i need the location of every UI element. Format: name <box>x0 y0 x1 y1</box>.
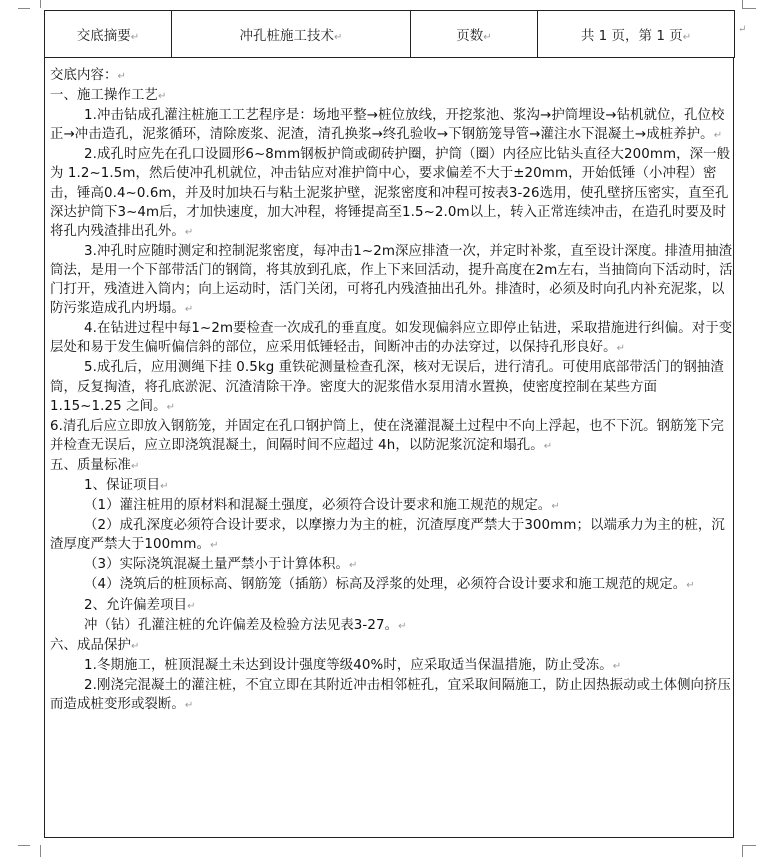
crop-mark-top-left-h <box>18 8 30 9</box>
row-end-mark: ↵ <box>738 24 747 35</box>
paragraph-1: 1.冲击钻成孔灌注桩施工工艺程序是：场地平整→桩位放线，开挖浆池、浆沟→护筒埋设→钻机就位，孔位校正→冲击造孔，泥浆循环，清除废浆、泥渣，清孔换浆→终孔验收→下钢筋笼导管→灌注水下混凝土→成桩养护。↵ <box>50 108 725 143</box>
subsection-guarantee: 1、保证项目↵ <box>84 477 169 493</box>
header-table <box>44 10 735 58</box>
paragraph-2: 2.成孔时应先在孔口设圆形6~8mm钢板护筒或砌砖护圈，护筒（圈）内径应比钻头直径大200mm，深一般为 1.2~1.5m，然后使冲孔机就位，冲击钻应对准护筒中心，要求偏差不大于±20mm，开始低锤（小冲程）密击，锤高0.4~0.6m，并及时加块石与粘土泥浆护壁，泥浆密度和冲程可按表3-26选用，使孔壁挤压密实，直至孔深达护筒下3~4m后，才加快速度，加大冲程，将锤提高至1.5~2.0m以上，转入正常连续冲击，在造孔时要及时将孔内残渣排出孔外。↵ <box>50 147 731 239</box>
deviation-text: 冲（钻）孔灌注桩的允许偏差及检验方法见表3-27。↵ <box>84 617 407 633</box>
pages-label-cell[interactable]: 页数↵ <box>411 11 538 58</box>
crop-mark-bottom-left-h <box>18 845 30 846</box>
quality-item-1: （1）灌注桩用的原材料和混凝土强度，必须符合设计要求和施工规范的规定。↵ <box>84 498 560 514</box>
protection-item-1: 1.冬期施工，桩顶混凝土未达到设计强度等级40%时，应采取适当保温措施，防止受冻。↵ <box>84 657 622 673</box>
paragraph-4: 4.在钻进过程中每1~2m要检查一次成孔的垂直度。如发现偏斜应立即停止钻进，采取措施进行纠偏。对于变层处和易于发生偏听偏信斜的部位，应采用低锤轻击，间断冲击的办法穿过，以保持孔形良好。↵ <box>50 321 733 356</box>
crop-mark-top-right-h <box>742 8 756 9</box>
summary-label-cell[interactable]: 交底摘要↵ <box>45 11 172 58</box>
section-title-1: 一、施工操作工艺↵ <box>50 88 167 104</box>
paragraph-5: 5.成孔后，应用测绳下挂 0.5kg 重铁砣测量检查孔深，核对无误后，进行清孔。可使用底部带活门的钢抽渣筒，反复掏渣，将孔底淤泥、沉渣清除干净。密度大的泥浆借水泵用清水置换，使密度控制在某些方面 1.15~1.25 之间。↵ <box>50 360 724 414</box>
summary-value-cell[interactable]: 冲孔桩施工技术↵ <box>172 11 411 58</box>
pages-label: 页数 <box>456 28 484 44</box>
crop-mark-bottom-right-h <box>742 845 756 846</box>
pages-value: 共 1 页，第 1 页 <box>580 28 683 44</box>
quality-item-2: （2）成孔深度必须符合设计要求，以摩擦力为主的桩，沉渣厚度严禁大于300mm；以端承力为主的桩，沉渣厚度严禁大于100mm。↵ <box>50 518 725 553</box>
section-title-6: 六、成品保护↵ <box>50 637 140 653</box>
content-text <box>50 66 733 715</box>
section-title-5: 五、质量标准↵ <box>50 457 140 473</box>
paragraph-6: 6.清孔后应立即放入钢筋笼，并固定在孔口钢护筒上，使在浇灌混凝土过程中不向上浮起，也不下沉。钢筋笼下完并检查无误后，应立即浇筑混凝土，间隔时间不应超过 4h，以防泥浆沉淀和塌孔。↵ <box>50 418 725 453</box>
quality-item-4: （4）浇筑后的桩顶标高、钢筋笼（插筋）标高及浮浆的处理，必须符合设计要求和施工规范的规定。↵ <box>84 577 695 593</box>
summary-label: 交底摘要 <box>76 28 131 44</box>
crop-mark-bottom-right <box>742 845 755 857</box>
protection-item-2: 2.刚浇完混凝土的灌注桩，不宜立即在其附近冲击相邻桩孔，宜采取间隔施工，防止因热振动或土体侧向挤压而造成桩变形或裂断。↵ <box>50 677 732 712</box>
pages-value-cell[interactable]: 共 1 页，第 1 页↵ <box>538 11 735 58</box>
subsection-deviation: 2、允许偏差项目↵ <box>84 597 196 613</box>
crop-mark-bottom-left <box>28 845 41 857</box>
crop-mark-top-right <box>742 0 755 8</box>
paragraph-3: 3.冲孔时应随时测定和控制泥浆密度，每冲击1~2m深应排渣一次，并定时补浆，直至设计深度。排渣用抽渣筒法，是用一个下部带活门的钢筒，将其放到孔底，作上下来回活动，提升高度在2m左右，当抽筒向下活动时，活门打开，残渣进入筒内；向上运动时，活门关闭，可将孔内残渣抽出孔外。排渣时，必须及时向孔内补充泥浆，以防污浆造成孔内坍塌。↵ <box>50 243 733 317</box>
quality-item-3: （3）实际浇筑混凝土量严禁小于计算体积。↵ <box>84 557 358 573</box>
intro-line: 交底内容：↵ <box>50 68 126 83</box>
summary-value: 冲孔桩施工技术 <box>239 28 335 44</box>
crop-mark-top-left <box>28 0 41 8</box>
